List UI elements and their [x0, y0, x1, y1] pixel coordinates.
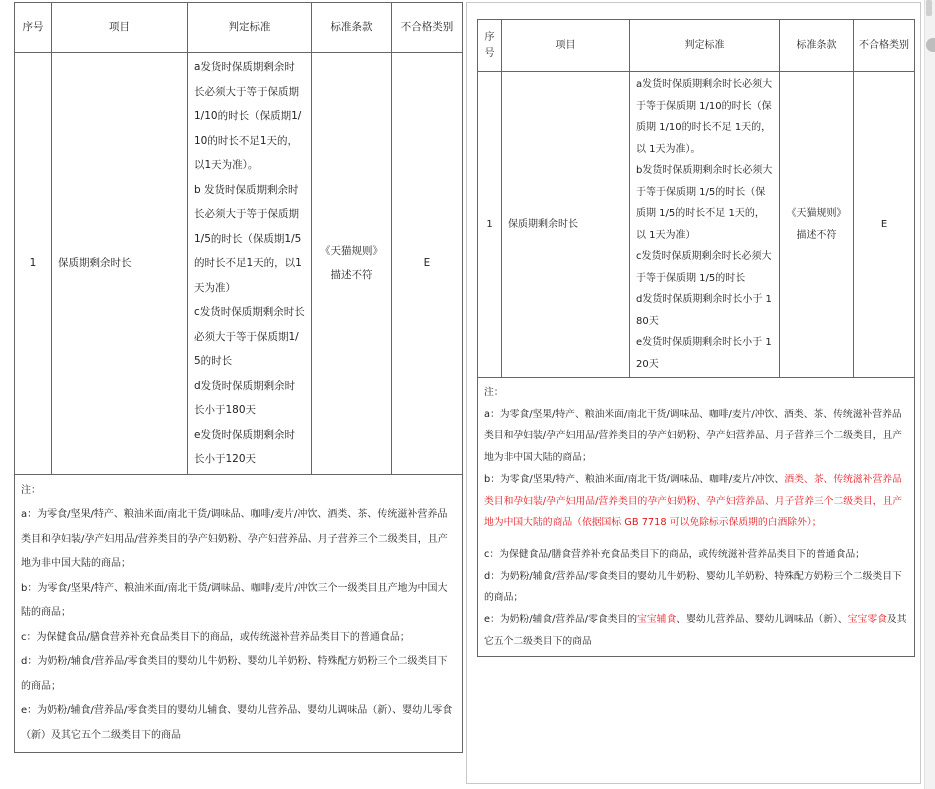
note-e-highlight-1: 宝宝辅食 [637, 614, 677, 626]
header-item: 项目 [502, 20, 630, 72]
table-header-row [15, 3, 463, 53]
row-clause [312, 53, 392, 475]
criteria-a: a发货时保质期剩余时长必须大于等于保质期1/10的时长（保质期1/10的时长不足1天的，以1天为准）。 [194, 61, 302, 171]
criteria-e: e发货时保质期剩余时长小于120天 [194, 428, 295, 465]
note-b-highlight: 酒类、茶、传统滋补营养品类目和孕妇装/孕产妇用品/营养类目的孕产妇奶粉、孕产妇营养品、月子营养三个二级类目，且产地为中国大陆的商品 [484, 473, 903, 529]
row-seq: 1 [478, 72, 502, 378]
note-e-post: 及其它五个二级类目下的商品 [484, 614, 907, 647]
criteria-a: a发货时保质期剩余时长必须大于等于保质期 1/10的时长（保质期 1/10的时长不足 1天的，以 1天为准）。 [636, 79, 773, 155]
original-rules-table [14, 2, 463, 753]
header-category: 不合格类别 [854, 20, 915, 72]
clause-description: 描述不符 [330, 269, 373, 282]
notes-row [478, 378, 915, 657]
side-float-button[interactable] [926, 38, 935, 52]
row-item: 保质期剩余时长 [52, 53, 188, 475]
note-b-exception: （依据国标 GB 7718 可以免除标示保质期的白酒除外）； [572, 517, 822, 529]
original-rules-panel [14, 2, 462, 776]
criteria-c: c发货时保质期剩余时长必须大于等于保质期 1/5的时长 [636, 251, 772, 284]
header-criteria: 判定标准 [630, 20, 780, 72]
header-seq: 序号 [15, 3, 52, 53]
header-seq: 序号 [478, 20, 502, 72]
note-c: c：为保健食品/膳食营养补充食品类目下的商品，或传统滋补营养品类目下的普通食品； [21, 631, 410, 643]
revised-rules-table [477, 19, 915, 657]
note-d: d：为奶粉/辅食/营养品/零食类目的婴幼儿牛奶粉、婴幼儿羊奶粉、特殊配方奶粉三个二级类目下的商品； [21, 656, 448, 692]
notes-cell [478, 378, 915, 657]
notes-cell [15, 474, 463, 753]
table-row [478, 72, 915, 378]
note-e [484, 609, 908, 652]
note-a: a：为零食/坚果/特产、粮油米面/南北干货/调味品、咖啡/麦片/冲饮、酒类、茶、传统滋补营养品类目和孕妇装/孕产妇用品/营养类目的孕产妇奶粉、孕产妇营养品、月子营养三个二级类目，且产地为非中国大陆的商品； [21, 509, 448, 569]
criteria-e: e发货时保质期剩余时长小于 120天 [636, 337, 772, 370]
row-clause [780, 72, 854, 378]
header-item: 项目 [52, 3, 188, 53]
scrollbar-track[interactable] [924, 0, 935, 789]
note-c: c：为保健食品/膳食营养补充食品类目下的商品，或传统滋补营养品类目下的普通食品； [484, 548, 865, 560]
table-header-row [478, 20, 915, 72]
note-e-pre: e：为奶粉/辅食/营养品/零食类目的 [484, 614, 638, 626]
note-spacer [484, 534, 908, 544]
note-title: 注： [21, 484, 41, 496]
note-a: a：为零食/坚果/特产、粮油米面/南北干货/调味品、咖啡/麦片/冲饮、酒类、茶、传统滋补营养品类目和孕妇装/孕产妇用品/营养类目的孕产妇奶粉、孕产妇营养品、月子营养三个二级类目，且产地为非中国大陆的商品； [484, 408, 903, 464]
row-category: E [392, 53, 463, 475]
scrollbar-thumb[interactable] [926, 0, 932, 16]
row-seq: 1 [15, 53, 52, 475]
revised-rules-panel [466, 2, 921, 784]
row-criteria [188, 53, 312, 475]
criteria-d: d发货时保质期剩余时长小于 180天 [636, 294, 772, 327]
criteria-c: c发货时保质期剩余时长必须大于等于保质期1/5的时长 [194, 306, 305, 367]
note-b-plain: b：为零食/坚果/特产、粮油米面/南北干货/调味品、咖啡/麦片/冲饮、 [484, 473, 785, 485]
notes-row [15, 474, 463, 753]
row-item: 保质期剩余时长 [502, 72, 630, 378]
row-criteria [630, 72, 780, 378]
note-e-highlight-2: 宝宝零食 [847, 614, 887, 626]
header-clause: 标准条款 [780, 20, 854, 72]
criteria-b: b发货时保质期剩余时长必须大于等于保质期 1/5的时长（保质期 1/5的时长不足 1天的，以 1天为准） [636, 165, 773, 241]
note-e-mid: 、婴幼儿营养品、婴幼儿调味品（新）、 [676, 614, 848, 626]
clause-rule-name: 《天猫规则》 [320, 244, 383, 257]
note-b: b：为零食/坚果/特产、粮油米面/南北干货/调味品、咖啡/麦片/冲饮三个一级类目且产地为中国大陆的商品； [21, 582, 448, 618]
header-criteria: 判定标准 [188, 3, 312, 53]
header-category: 不合格类别 [392, 3, 463, 53]
note-title: 注： [484, 387, 504, 398]
clause-description: 描述不符 [796, 229, 837, 241]
criteria-d: d发货时保质期剩余时长小于180天 [194, 379, 296, 416]
note-b [484, 469, 908, 534]
note-e: e：为奶粉/辅食/营养品/零食类目的婴幼儿辅食、婴幼儿营养品、婴幼儿调味品（新）、婴幼儿零食（新）及其它五个二级类目下的商品 [21, 705, 453, 741]
row-category: E [854, 72, 915, 378]
clause-rule-name: 《天猫规则》 [786, 208, 847, 219]
table-row [15, 53, 463, 475]
criteria-b: b 发货时保质期剩余时长必须大于等于保质期1/5的时长（保质期1/5的时长不足1天的，以1天为准） [194, 183, 302, 294]
header-clause: 标准条款 [312, 3, 392, 53]
note-d: d：为奶粉/辅食/营养品/零食类目的婴幼儿牛奶粉、婴幼儿羊奶粉、特殊配方奶粉三个二级类目下的商品； [484, 570, 902, 604]
